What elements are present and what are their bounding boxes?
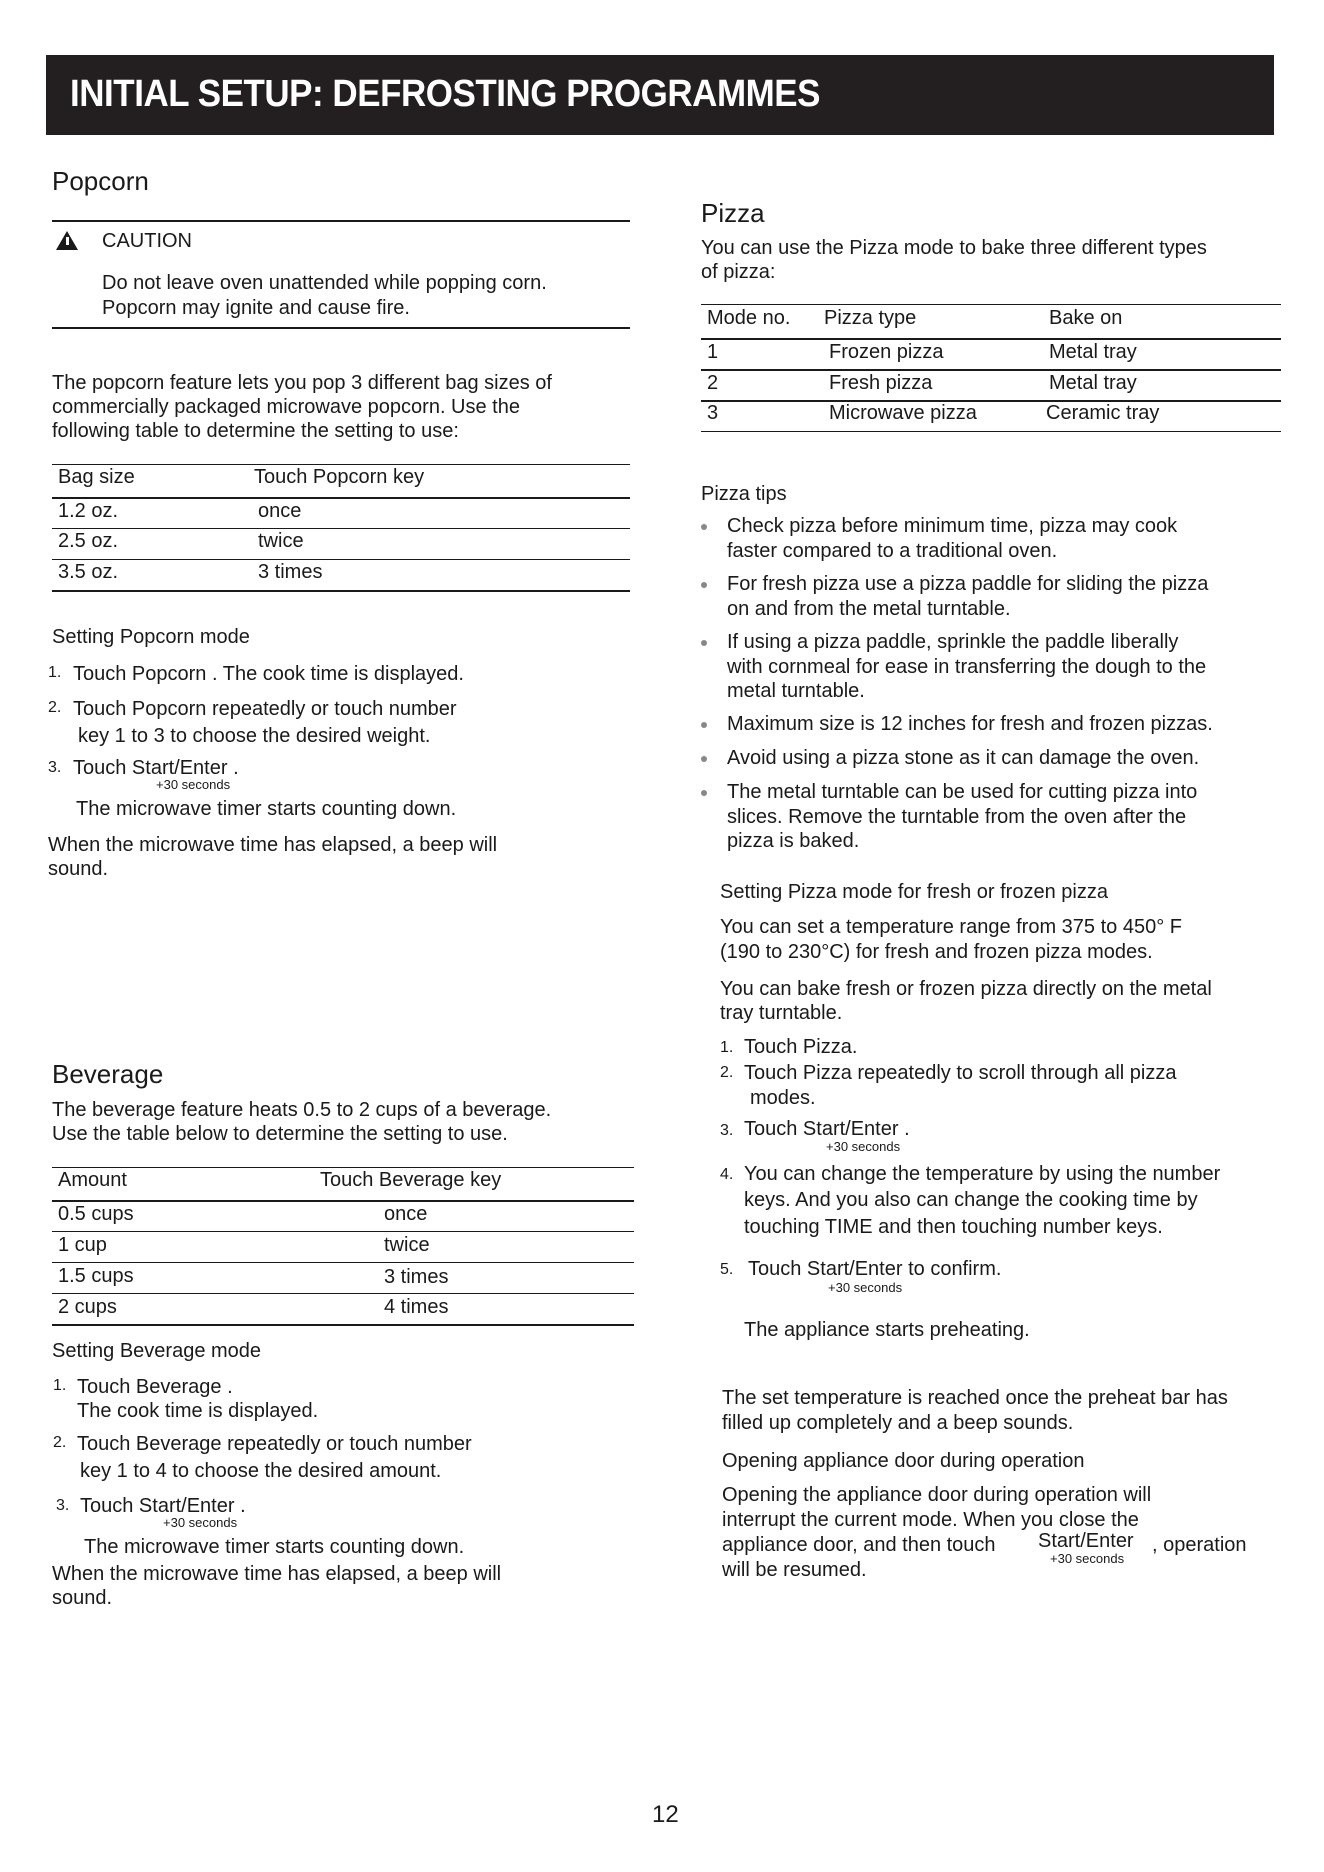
door-text-line: will be resumed.: [722, 1559, 867, 1581]
table-rule: [52, 464, 630, 465]
tip-line: on and from the metal turntable.: [727, 597, 1011, 620]
table-rule: [52, 1200, 634, 1202]
step-number: 1.: [53, 1377, 67, 1394]
table-cell: 2: [707, 372, 719, 394]
table-cell: 1 cup: [58, 1234, 107, 1256]
table-header: Touch Popcorn key: [254, 466, 425, 488]
table-header: Bag size: [58, 466, 135, 488]
table-header: Touch Beverage key: [320, 1169, 502, 1191]
step-number: 2.: [53, 1434, 67, 1451]
list-item: [727, 780, 1197, 854]
table-cell: 3 times: [258, 561, 323, 583]
pizza-step-5-after: The appliance starts preheating.: [744, 1319, 1030, 1341]
pizza-intro-line: of pizza:: [701, 261, 776, 283]
table-rule: [52, 528, 630, 529]
table-cell: 0.5 cups: [58, 1203, 134, 1225]
table-rule: [701, 369, 1281, 371]
table-cell: 3: [707, 402, 719, 424]
beverage-end-line: sound.: [52, 1587, 113, 1609]
beverage-mode-heading: Setting Beverage mode: [52, 1340, 262, 1362]
preheat-line: The set temperature is reached once the preheat bar has: [722, 1387, 1228, 1409]
tip-line: If using a pizza paddle, sprinkle the paddle liberally: [727, 631, 1179, 653]
table-cell: 1: [707, 341, 719, 363]
list-item: [727, 514, 1177, 563]
pizza-step-2-cont: modes.: [750, 1087, 816, 1109]
table-cell: Fresh pizza: [829, 372, 933, 394]
door-heading: Opening appliance door during operation: [722, 1450, 1085, 1472]
pizza-step-4-line: touching TIME and then touching number keys.: [744, 1216, 1163, 1238]
warning-icon: [56, 231, 78, 250]
table-cell: once: [258, 500, 302, 522]
start-enter-key-label: Start/Enter: [1038, 1530, 1134, 1552]
step-number: 1.: [720, 1039, 734, 1056]
list-item: [727, 746, 1199, 771]
beverage-step-1-cont: The cook time is displayed.: [77, 1400, 319, 1422]
page-number: 12: [652, 1801, 679, 1828]
key-sublabel: +30 seconds: [828, 1280, 903, 1295]
table-cell: 2 cups: [58, 1296, 117, 1318]
beverage-step-3: Touch Start/Enter .: [80, 1495, 246, 1517]
caution-text-line: Do not leave oven unattended while popping corn.: [102, 272, 547, 294]
tip-line: faster compared to a traditional oven.: [727, 539, 1058, 562]
tip-line: Avoid using a pizza stone as it can damage the oven.: [727, 747, 1200, 769]
tip-line: Maximum size is 12 inches for fresh and frozen pizzas.: [727, 713, 1213, 735]
table-cell: Metal tray: [1049, 372, 1137, 394]
popcorn-step-2-cont: key 1 to 3 to choose the desired weight.: [78, 725, 431, 747]
door-text-line: appliance door, and then touch: [722, 1534, 996, 1556]
list-item: [727, 712, 1213, 737]
popcorn-intro-line: The popcorn feature lets you pop 3 different bag sizes of: [52, 372, 552, 394]
step-number: 3.: [720, 1122, 734, 1139]
key-sublabel: +30 seconds: [1050, 1551, 1125, 1566]
key-sublabel: +30 seconds: [156, 777, 231, 792]
pizza-step-4-line: You can change the temperature by using the number: [744, 1163, 1221, 1185]
tip-line: metal turntable.: [727, 680, 865, 702]
pizza-intro-line: You can use the Pizza mode to bake three different types: [701, 237, 1207, 259]
list-item: [727, 630, 1206, 704]
pizza-step-1: Touch Pizza.: [744, 1036, 858, 1058]
table-header: Pizza type: [824, 307, 917, 329]
page-header-bar: [46, 55, 1274, 135]
step-number: 1.: [48, 664, 62, 681]
pizza-temp-line: You can set a temperature range from 375 to 450° F: [720, 916, 1182, 938]
beverage-intro-line: Use the table below to determine the setting to use.: [52, 1123, 508, 1145]
tip-line: For fresh pizza use a pizza paddle for sliding the pizza: [727, 573, 1209, 595]
beverage-step-1: Touch Beverage .: [77, 1376, 233, 1398]
step-number: 2.: [720, 1064, 734, 1081]
beverage-step-2-cont: key 1 to 4 to choose the desired amount.: [80, 1460, 442, 1482]
step-number: 5.: [720, 1261, 734, 1278]
table-header: Bake on: [1049, 307, 1123, 329]
table-rule: [701, 431, 1281, 432]
beverage-step-3-after: The microwave timer starts counting down.: [84, 1536, 465, 1558]
table-rule: [52, 1324, 634, 1326]
popcorn-step-2: Touch Popcorn repeatedly or touch number: [73, 698, 457, 720]
caution-bottom-rule: [52, 327, 630, 329]
table-header: Amount: [58, 1169, 127, 1191]
page-title: INITIAL SETUP: DEFROSTING PROGRAMMES: [70, 73, 821, 115]
key-sublabel: +30 seconds: [163, 1515, 238, 1530]
pizza-tray-line: tray turntable.: [720, 1002, 843, 1024]
beverage-end-line: When the microwave time has elapsed, a beep will: [52, 1563, 502, 1585]
table-cell: 3.5 oz.: [58, 561, 119, 583]
popcorn-intro-line: following table to determine the setting to use:: [52, 420, 459, 442]
table-cell: Ceramic tray: [1046, 402, 1160, 424]
pizza-step-4-line: keys. And you also can change the cooking time by: [744, 1189, 1198, 1211]
table-cell: 2.5 oz.: [58, 530, 119, 552]
pizza-tray-line: You can bake fresh or frozen pizza directly on the metal: [720, 978, 1212, 1000]
caution-top-rule: [52, 220, 630, 222]
popcorn-intro-line: commercially packaged microwave popcorn. Use the: [52, 396, 520, 418]
popcorn-step-1: Touch Popcorn . The cook time is displayed.: [73, 663, 464, 685]
popcorn-step-3-after: The microwave timer starts counting down.: [76, 798, 457, 820]
table-rule: [52, 1231, 634, 1232]
table-rule: [52, 1293, 634, 1294]
tip-line: slices. Remove the turntable from the oven after the: [727, 805, 1187, 828]
table-cell: 3 times: [384, 1266, 449, 1288]
step-number: 3.: [48, 759, 62, 776]
table-cell: twice: [258, 530, 304, 552]
door-text-line: interrupt the current mode. When you close the: [722, 1509, 1139, 1531]
table-rule: [701, 400, 1281, 402]
pizza-mode-heading: Setting Pizza mode for fresh or frozen pizza: [720, 881, 1108, 903]
table-rule: [52, 1262, 634, 1263]
table-rule: [52, 559, 630, 560]
table-rule: [52, 497, 630, 499]
tip-line: Check pizza before minimum time, pizza may cook: [727, 515, 1178, 537]
table-rule: [52, 590, 630, 592]
pizza-heading: Pizza: [701, 198, 765, 228]
pizza-temp-line: (190 to 230°C) for fresh and frozen pizza modes.: [720, 941, 1153, 963]
key-sublabel: +30 seconds: [826, 1139, 901, 1154]
popcorn-mode-heading: Setting Popcorn mode: [52, 626, 250, 648]
popcorn-end-line: When the microwave time has elapsed, a beep will: [48, 834, 498, 856]
popcorn-heading: Popcorn: [52, 166, 149, 196]
beverage-heading: Beverage: [52, 1059, 164, 1089]
table-cell: 4 times: [384, 1296, 449, 1318]
pizza-step-3: Touch Start/Enter .: [744, 1118, 910, 1140]
table-cell: Frozen pizza: [829, 341, 944, 363]
list-item: [727, 572, 1208, 621]
table-cell: 1.5 cups: [58, 1265, 134, 1287]
popcorn-step-3: Touch Start/Enter .: [73, 757, 239, 779]
door-text-line: , operation: [1152, 1534, 1247, 1556]
door-text-line: Opening the appliance door during operation will: [722, 1484, 1152, 1506]
preheat-line: filled up completely and a beep sounds.: [722, 1412, 1074, 1434]
caution-text-line: Popcorn may ignite and cause fire.: [102, 297, 410, 319]
pizza-step-2: Touch Pizza repeatedly to scroll through all pizza: [744, 1062, 1177, 1084]
tip-line: with cornmeal for ease in transferring the dough to the: [727, 655, 1207, 678]
pizza-step-5: Touch Start/Enter to confirm.: [748, 1258, 1002, 1280]
pizza-tips-heading: Pizza tips: [701, 483, 787, 505]
table-rule: [701, 338, 1281, 340]
table-cell: once: [384, 1203, 428, 1225]
table-cell: twice: [384, 1234, 430, 1256]
beverage-intro-line: The beverage feature heats 0.5 to 2 cups of a beverage.: [52, 1099, 552, 1121]
popcorn-end-line: sound.: [48, 858, 109, 880]
step-number: 3.: [56, 1497, 70, 1514]
table-cell: Metal tray: [1049, 341, 1137, 363]
table-cell: 1.2 oz.: [58, 500, 119, 522]
step-number: 4.: [720, 1166, 734, 1183]
table-header: Mode no.: [707, 307, 791, 329]
table-cell: Microwave pizza: [829, 402, 977, 424]
table-rule: [52, 1167, 634, 1168]
caution-label: CAUTION: [102, 230, 192, 252]
tip-line: pizza is baked.: [727, 830, 860, 852]
tip-line: The metal turntable can be used for cutting pizza into: [727, 781, 1198, 803]
step-number: 2.: [48, 699, 62, 716]
table-rule: [701, 304, 1281, 305]
beverage-step-2: Touch Beverage repeatedly or touch number: [77, 1433, 472, 1455]
